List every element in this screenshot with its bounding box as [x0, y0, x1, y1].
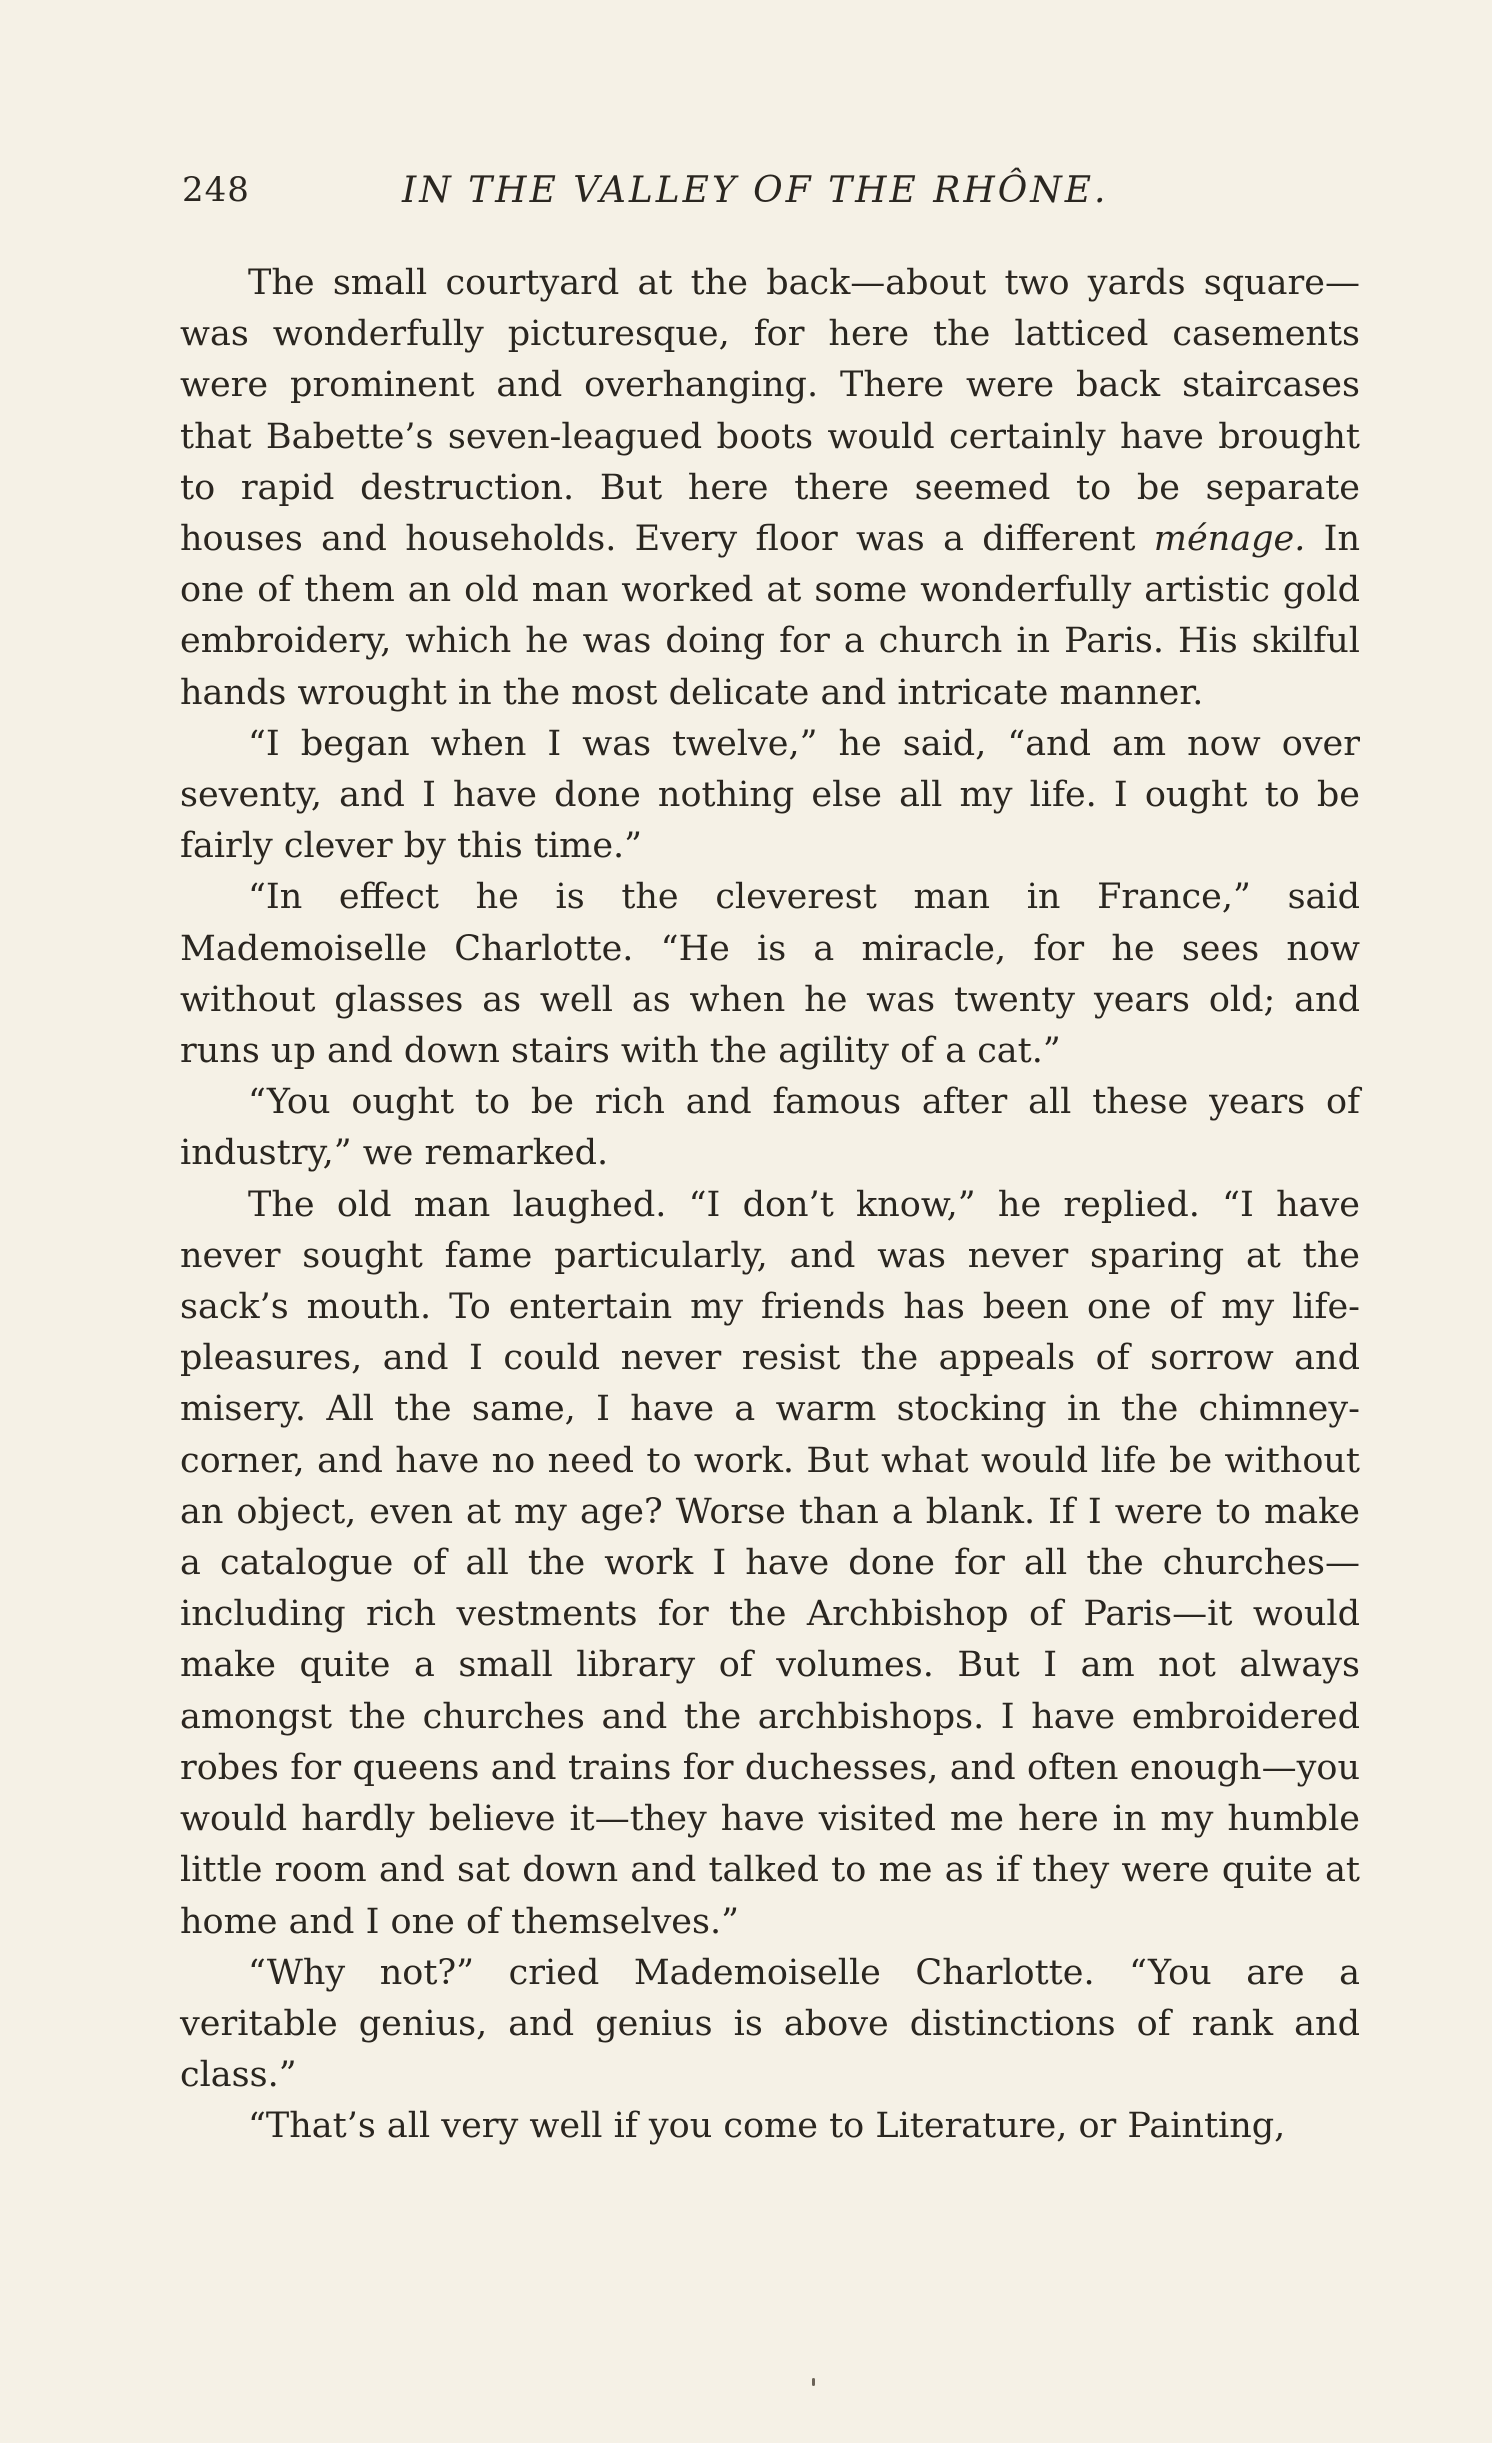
paragraph-courtyard-text-end: In one of them an old man worked at some wonderfully artistic gold embroidery, which he was doing for a church in Paris. His skilful hands wrought in the most delicate and intricate manner.	[180, 519, 1360, 713]
running-head: IN THE VALLEY OF THE RHÔNE.	[402, 170, 1109, 211]
paragraph-courtyard	[180, 258, 1360, 719]
paragraph-old-man-laughed: The old man laughed. “I don’t know,” he replied. “I have never sought fame particularly, and was never sparing at the sack’s mouth. To entertain my friends has been one of my life-pleasures, and I could never resist the appeals of sorrow and misery. All the same, I have a warm stocking in the chimney-corner, and have no need to work. But what would life be without an object, even at my age? Worse than a blank. If I were to make a catalogue of all the work I have done for all the churches—including rich vestments for the Archbishop of Paris—it would make quite a small library of volumes. But I am not always amongst the churches and the archbishops. I have embroidered robes for queens and trains for duchesses, and often enough—you would hardly believe it—they have visited me here in my humble little room and sat down and talked to me as if they were quite at home and I one of themselves.”	[180, 1184, 1360, 1942]
paragraph-began-twelve: “I began when I was twelve,” he said, “and am now over seventy, and I have done nothing else all my life. I ought to be fairly clever by this time.”	[180, 723, 1360, 867]
paragraph-courtyard-text-start: The small courtyard at the back—about two yards square—was wonderfully picturesque, for here the latticed casements were prominent and overhanging. There were back staircases that Babette’s seven-leagued boots would certainly have brought to rapid destruction. But here there seemed to be separate houses and households. Every floor was a different	[180, 263, 1360, 560]
page-header	[182, 170, 1362, 220]
paragraph-literature-painting: “That’s all very well if you come to Literature, or Painting,	[248, 2106, 1286, 2147]
page-number: 248	[182, 170, 250, 210]
ink-speck	[812, 2378, 815, 2386]
paragraph-cleverest-man: “In effect he is the cleverest man in France,” said Mademoiselle Charlotte. “He is a miracle, for he sees now without glasses as well as when he was twenty years old; and runs up and down stairs with the agility of a cat.”	[180, 877, 1360, 1072]
paragraph-rich-famous: “You ought to be rich and famous after all these years of industry,” we remarked.	[180, 1082, 1360, 1174]
emphasis-menage: ménage.	[1153, 519, 1306, 560]
paragraph-why-not: “Why not?” cried Mademoiselle Charlotte. “You are a veritable genius, and genius is above distinctions of rank and class.”	[180, 1952, 1360, 2096]
body-text	[180, 258, 1360, 2153]
